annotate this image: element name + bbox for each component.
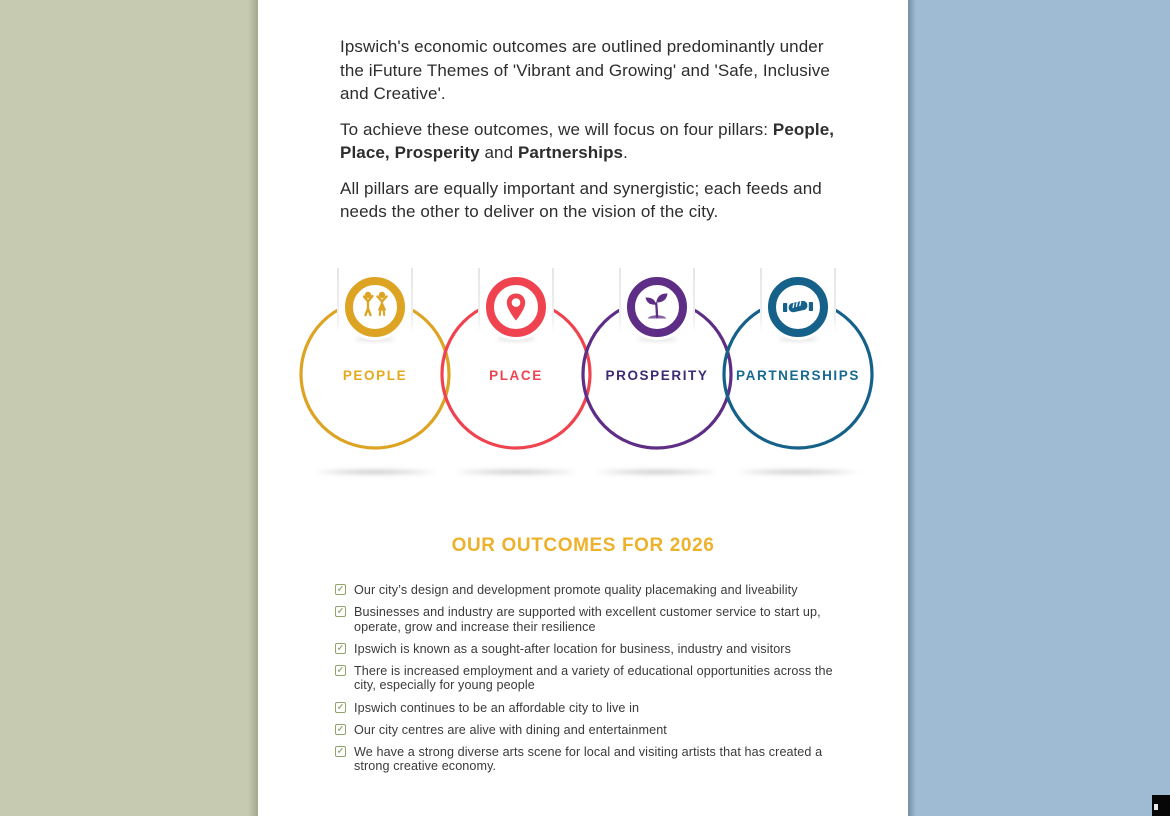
outcome-text: Ipswich is known as a sought-after location for business, industry and visitors bbox=[354, 641, 791, 656]
intro-paragraph-3: All pillars are equally important and synergistic; each feeds and needs the other to deliver on the vision of the city. bbox=[340, 178, 822, 221]
pillar-prosperity bbox=[583, 268, 731, 448]
checkbox-icon: ✓ bbox=[336, 701, 345, 712]
intro-paragraph-1: Ipswich's economic outcomes are outlined predominantly under the iFuture Themes of 'Vibrant and Growing' and 'Safe, Inclusive and Creative'. bbox=[340, 37, 830, 103]
outcome-item bbox=[335, 642, 847, 657]
corner-widget-fragment[interactable] bbox=[1152, 795, 1170, 816]
checkbox-icon: ✓ bbox=[336, 745, 345, 756]
intro-paragraph-2: To achieve these outcomes, we will focus on four pillars: People, Place, Prosperity and Partnerships. bbox=[340, 119, 835, 162]
outcome-text: We have a strong diverse arts scene for local and visiting artists that has created a strong creative economy. bbox=[354, 744, 823, 774]
outcome-item bbox=[335, 745, 847, 774]
intro-paragraphs bbox=[340, 35, 846, 236]
document-page bbox=[258, 0, 908, 816]
outcomes-list bbox=[335, 583, 847, 781]
outcome-item bbox=[335, 701, 847, 716]
people-badge-ring bbox=[349, 281, 401, 333]
outcome-text: Our city’s design and development promote quality placemaking and liveability bbox=[354, 583, 798, 597]
four-pillars-diagram bbox=[258, 258, 908, 488]
outcome-item bbox=[335, 605, 847, 634]
pillar-people bbox=[301, 268, 449, 448]
background-left-panel bbox=[0, 0, 258, 816]
outcome-item bbox=[335, 664, 847, 693]
outcome-text: Our city centres are alive with dining and entertainment bbox=[354, 722, 667, 737]
checkbox-icon: ✓ bbox=[336, 723, 345, 734]
outcomes-heading: OUR OUTCOMES FOR 2026 bbox=[451, 535, 715, 556]
outcome-item bbox=[335, 583, 847, 598]
outcome-text: There is increased employment and a variety of educational opportunities across the city, especially for young people bbox=[354, 663, 833, 693]
checkbox-icon: ✓ bbox=[336, 664, 345, 675]
checkbox-icon: ✓ bbox=[336, 583, 345, 594]
outcome-text: Businesses and industry are supported with excellent customer service to start up, operate, grow and increase their resilience bbox=[354, 605, 821, 634]
pillar-ground-shadows bbox=[305, 469, 868, 476]
place-label: PLACE bbox=[489, 368, 543, 383]
outcome-item bbox=[335, 723, 847, 738]
checkbox-icon: ✓ bbox=[336, 605, 345, 616]
partnerships-label: PARTNERSHIPS bbox=[736, 368, 860, 383]
background-right-panel bbox=[908, 0, 1170, 816]
people-label: PEOPLE bbox=[342, 368, 408, 383]
pillar-partnerships bbox=[724, 268, 872, 448]
prosperity-label: PROSPERITY bbox=[605, 368, 709, 383]
checkbox-icon: ✓ bbox=[336, 642, 345, 653]
pillar-place bbox=[442, 268, 590, 448]
outcome-text: Ipswich continues to be an affordable city to live in bbox=[354, 700, 640, 715]
